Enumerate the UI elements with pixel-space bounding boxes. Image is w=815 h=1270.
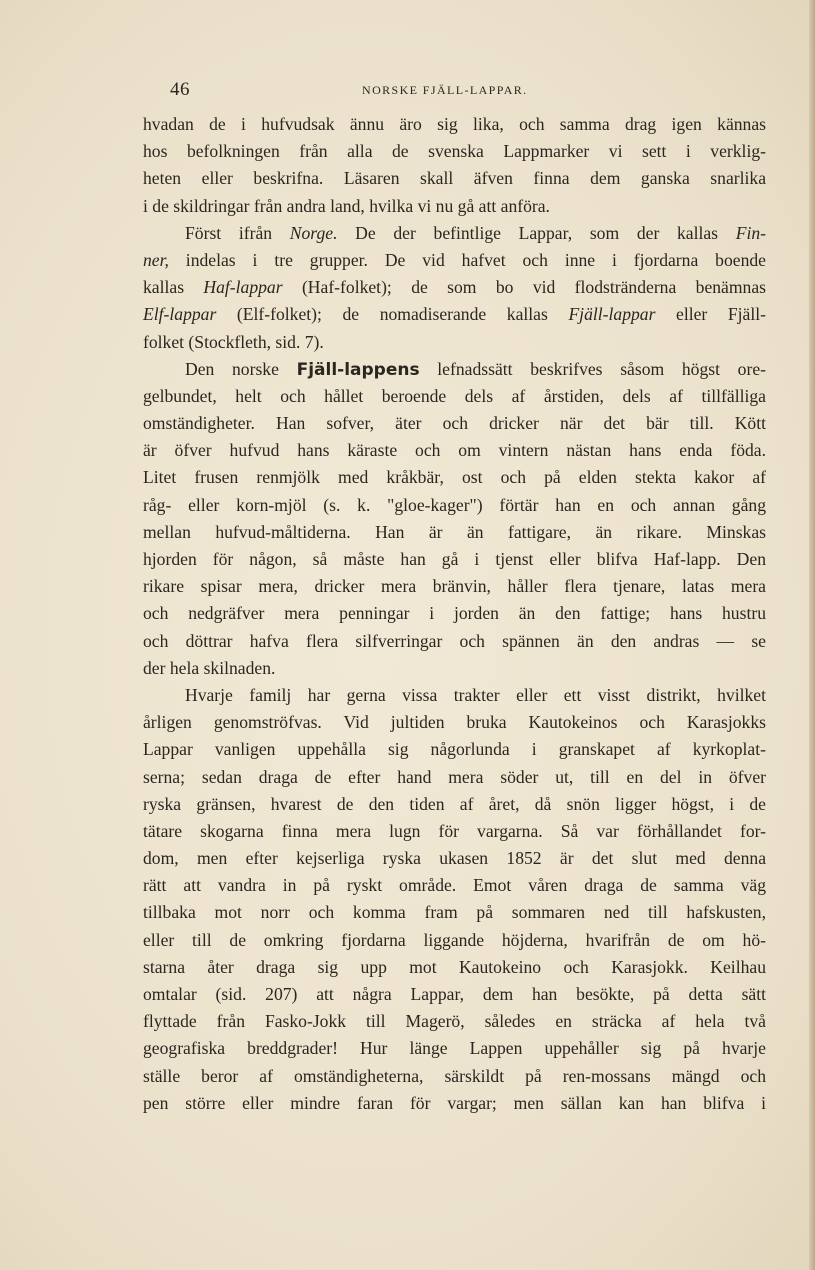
text-line bbox=[143, 1090, 766, 1117]
text-segment: årligen genomströfvas. Vid jultiden bruka Kautokeinos och Karasjokks bbox=[143, 712, 766, 733]
text-line bbox=[143, 111, 766, 138]
page-number: 46 bbox=[170, 79, 190, 100]
text-line bbox=[143, 274, 766, 301]
text-line bbox=[143, 356, 766, 383]
text-line bbox=[143, 492, 766, 519]
text-segment: kallas bbox=[143, 277, 204, 298]
text-line bbox=[143, 818, 766, 845]
italic-term: Fin- bbox=[735, 222, 767, 243]
text-segment: är öfver hufvud hans käraste och om vintern nästan hans enda föda. bbox=[143, 440, 766, 461]
text-line bbox=[143, 655, 766, 682]
text-segment: (Haf-folket); de som bo vid flodstränderna benämnas bbox=[282, 277, 766, 298]
text-segment: och nedgräfver mera penningar i jorden än den fattige; hans hustru bbox=[143, 603, 766, 624]
italic-term: Norge. bbox=[289, 222, 338, 243]
text-line bbox=[143, 410, 766, 437]
text-line bbox=[143, 329, 766, 356]
text-segment: Först ifrån bbox=[185, 222, 290, 243]
text-segment: Lappar vanligen uppehålla sig någorlunda i granskapet af kyrkoplat- bbox=[143, 739, 766, 760]
text-line bbox=[143, 464, 766, 491]
text-segment: Den norske bbox=[185, 358, 297, 379]
text-line bbox=[143, 600, 766, 627]
text-segment: tätare skogarna finna mera lugn för vargarna. Så var förhållandet for- bbox=[143, 820, 766, 841]
text-segment: lefnadssätt beskrifves såsom högst ore- bbox=[419, 358, 766, 379]
text-segment: omtalar (sid. 207) att några Lappar, dem han besökte, på detta sätt bbox=[143, 984, 766, 1004]
italic-term: Haf-lappar bbox=[203, 277, 283, 298]
text-segment: Litet frusen renmjölk med kråkbär, ost och på elden stekta kakor af bbox=[143, 467, 766, 488]
text-line bbox=[143, 764, 766, 791]
page-edge bbox=[809, 0, 815, 1270]
text-segment: serna; sedan draga de efter hand mera söder ut, till en del in öfver bbox=[143, 766, 766, 787]
text-segment: råg- eller korn-mjöl (s. k. "gloe-kager") förtär han en och annan gång bbox=[143, 494, 766, 515]
bold-term: Fjäll-lappens bbox=[296, 359, 420, 380]
text-line bbox=[143, 899, 766, 926]
text-segment: De der befintlige Lappar, som der kallas bbox=[337, 222, 736, 243]
text-segment: folket (Stockfleth, sid. 7). bbox=[143, 331, 324, 352]
text-line bbox=[143, 247, 766, 274]
text-line bbox=[143, 927, 766, 954]
text-segment: Hvarje familj har gerna vissa trakter eller ett visst distrikt, hvilket bbox=[185, 684, 766, 705]
text-line bbox=[143, 383, 766, 410]
text-segment: mellan hufvud-måltiderna. Han är än fattigare, än rikare. Minskas bbox=[143, 521, 766, 542]
text-segment: indelas i tre grupper. De vid hafvet och inne i fjordarna boende bbox=[168, 249, 766, 270]
text-segment: geografiska breddgrader! Hur länge Lappen uppehåller sig på hvarje bbox=[143, 1038, 766, 1059]
text-line bbox=[143, 682, 766, 709]
text-segment: flyttade från Fasko-Jokk till Magerö, således en sträcka af hela två bbox=[143, 1011, 766, 1032]
text-line bbox=[143, 546, 766, 573]
text-line bbox=[143, 193, 766, 220]
text-segment: och döttrar hafva flera silfverringar och spännen än den andras — se bbox=[143, 630, 766, 651]
text-segment: der hela skilnaden. bbox=[143, 657, 276, 678]
text-segment: dom, men efter kejserliga ryska ukasen 1852 är det slut med denna bbox=[143, 848, 766, 869]
text-segment: ställe beror af omständigheterna, särskildt på ren-mossans mängd och bbox=[143, 1065, 766, 1086]
text-segment: gelbundet, helt och hållet beroende dels af årstiden, dels af tillfälliga bbox=[143, 385, 766, 406]
text-line bbox=[143, 138, 766, 165]
text-segment: (Elf-folket); de nomadiserande kallas bbox=[216, 304, 569, 325]
text-line bbox=[143, 437, 766, 464]
text-line bbox=[143, 220, 766, 247]
italic-term: Elf-lappar bbox=[143, 304, 217, 325]
text-line bbox=[143, 165, 766, 192]
text-line bbox=[143, 954, 766, 981]
text-line bbox=[143, 981, 766, 1008]
text-line bbox=[143, 791, 766, 818]
text-segment: omständigheter. Han sofver, äter och dricker när det bär till. Kött bbox=[143, 413, 766, 434]
text-segment: heten eller beskrifna. Läsaren skall äfven finna dem ganska snarlika bbox=[143, 168, 766, 189]
text-segment: starna åter draga sig upp mot Kautokeino och Karasjokk. Keilhau bbox=[143, 956, 766, 977]
text-line bbox=[143, 301, 766, 328]
running-title: NORSKE FJÄLL-LAPPAR. bbox=[362, 83, 528, 97]
text-segment: eller till de omkring fjordarna liggande höjderna, hvarifrån de om hö- bbox=[143, 929, 766, 950]
italic-term: Fjäll-lappar bbox=[568, 304, 656, 325]
text-segment: i de skildringar från andra land, hvilka vi nu gå att anföra. bbox=[143, 195, 550, 216]
text-line bbox=[143, 519, 766, 546]
text-line bbox=[143, 1063, 766, 1090]
text-segment: rätt att vandra in på ryskt område. Emot våren draga de samma väg bbox=[143, 875, 766, 896]
text-segment: rikare spisar mera, dricker mera bränvin, håller flera tjenare, latas mera bbox=[143, 576, 766, 597]
italic-term: ner, bbox=[143, 249, 169, 270]
text-line bbox=[143, 1035, 766, 1062]
text-segment: hjorden för någon, så måste han gå i tjenst eller blifva Haf-lapp. Den bbox=[143, 549, 766, 569]
text-segment: hos befolkningen från alla de svenska Lappmarker vi sett i verklig- bbox=[143, 141, 766, 162]
text-segment: tillbaka mot norr och komma fram på sommaren ned till hafskusten, bbox=[143, 902, 766, 923]
text-segment: pen större eller mindre faran för vargar; men sällan kan han blifva i bbox=[143, 1092, 766, 1113]
text-line bbox=[143, 872, 766, 899]
text-line bbox=[143, 709, 766, 736]
text-segment: hvadan de i hufvudsak ännu äro sig lika, och samma drag igen kännas bbox=[143, 114, 766, 134]
text-line bbox=[143, 845, 766, 872]
body-text bbox=[143, 111, 766, 1117]
page-header bbox=[170, 79, 766, 103]
text-segment: eller Fjäll- bbox=[655, 304, 766, 325]
text-segment: ryska gränsen, hvarest de den tiden af året, då snön ligger högst, i de bbox=[143, 793, 766, 814]
text-line bbox=[143, 736, 766, 763]
text-line bbox=[143, 628, 766, 655]
text-line bbox=[143, 573, 766, 600]
text-line bbox=[143, 1008, 766, 1035]
